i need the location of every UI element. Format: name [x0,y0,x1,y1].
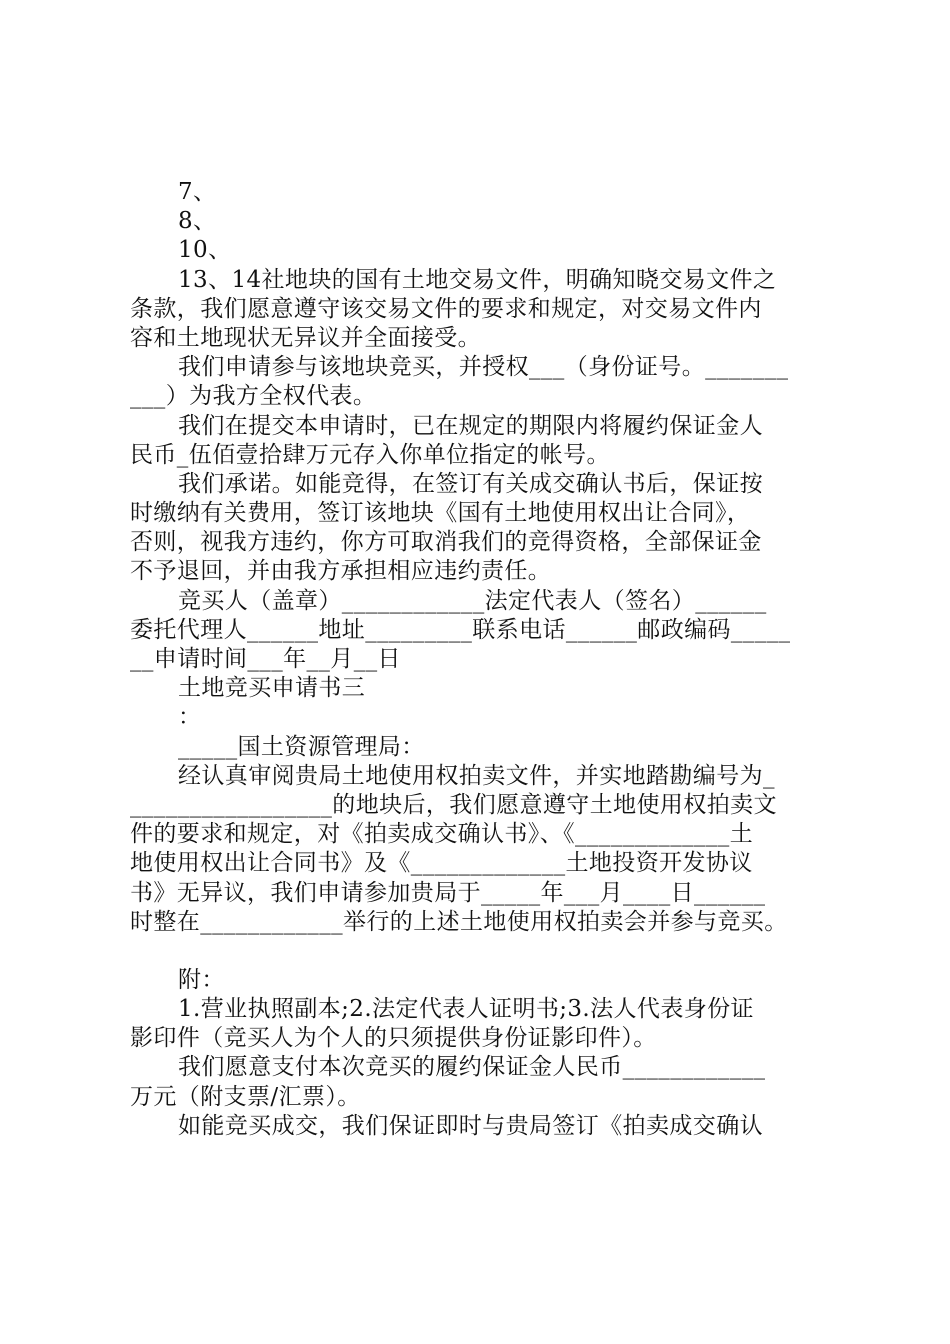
blank-line [130,937,840,966]
paragraph [130,703,840,732]
text-line: 我们申请参与该地块竞买，并授权___（身份证号。_______ [178,354,789,381]
text-line: 7、 [178,179,217,205]
document-page [130,178,840,1141]
text-line: 13、14社地块的国有土地交易文件，明确知晓交易文件之 [178,266,777,293]
paragraph [130,674,840,703]
text-line: ： [178,704,202,731]
paragraph [130,733,840,762]
text-line: __申请时间___年__月__日 [130,646,401,672]
text-line: 我们在提交本申请时，已在规定的期限内将履约保证金人 [178,412,763,439]
text-line: 书》无异议，我们申请参加贵局于_____年___月____日______ [130,879,766,906]
text-line: 我们愿意支付本次竞买的履约保证金人民币____________ [178,1054,766,1081]
text-line: 我们承诺。如能竞得，在签订有关成交确认书后，保证按 [178,470,763,497]
paragraph [130,966,840,995]
text-line: 10、 [178,237,232,264]
text-line: ___）为我方全权代表。 [130,383,377,410]
paragraph [130,207,840,236]
text-line: 影印件（竞买人为个人的只须提供身份证影印件）。 [130,1025,657,1052]
text-line: 经认真审阅贵局土地使用权拍卖文件，并实地踏勘编号为_ [178,762,775,789]
paragraph [130,412,840,470]
paragraph [130,470,840,587]
text-line: 容和土地现状无异议并全面接受。 [130,324,481,351]
text-line: 土地竞买申请书三 [178,675,366,702]
text-line: 条款，我们愿意遵守该交易文件的要求和规定，对交易文件内 [130,295,762,322]
text-line: 件的要求和规定，对《拍卖成交确认书》、《_____________土 [130,821,754,848]
text-line: 1.营业执照副本;2.法定代表人证明书;3.法人代表身份证 [178,996,754,1023]
text-line: 附： [178,966,225,993]
paragraph [130,353,840,411]
text-line: 竞买人（盖章）____________法定代表人（签名）______ [178,587,767,614]
text-line: 万元（附支票/汇票）。 [130,1083,361,1110]
text-line: 民币_伍佰壹拾肆万元存入你单位指定的帐号。 [130,441,610,468]
text-line: 委托代理人______地址_________联系电话______邮政编码_____ [130,616,791,643]
text-line: 否则，视我方违约，你方可取消我们的竞得资格，全部保证金 [130,529,762,556]
paragraph [130,266,840,354]
text-line: 8、 [178,208,217,235]
paragraph [130,995,840,1053]
text-line: 时缴纳有关费用，签订该地块《国有土地使用权出让合同》， [130,500,751,527]
paragraph [130,1112,840,1141]
text-line: 如能竞买成交，我们保证即时与贵局签订《拍卖成交确认 [178,1112,763,1139]
text-line: 地使用权出让合同书》及《_____________土地投资开发协议 [130,850,753,877]
text-line: _____国土资源管理局： [178,733,425,760]
text-line: 不予退回，并由我方承担相应违约责任。 [130,558,552,585]
paragraph [130,762,840,937]
text-line: 时整在____________举行的上述土地使用权拍卖会并参与竞买。 [130,908,788,935]
paragraph [130,1053,840,1111]
paragraph [130,178,840,207]
paragraph [130,587,840,675]
paragraph [130,236,840,265]
text-line: _________________的地块后，我们愿意遵守土地使用权拍卖文 [130,791,777,818]
